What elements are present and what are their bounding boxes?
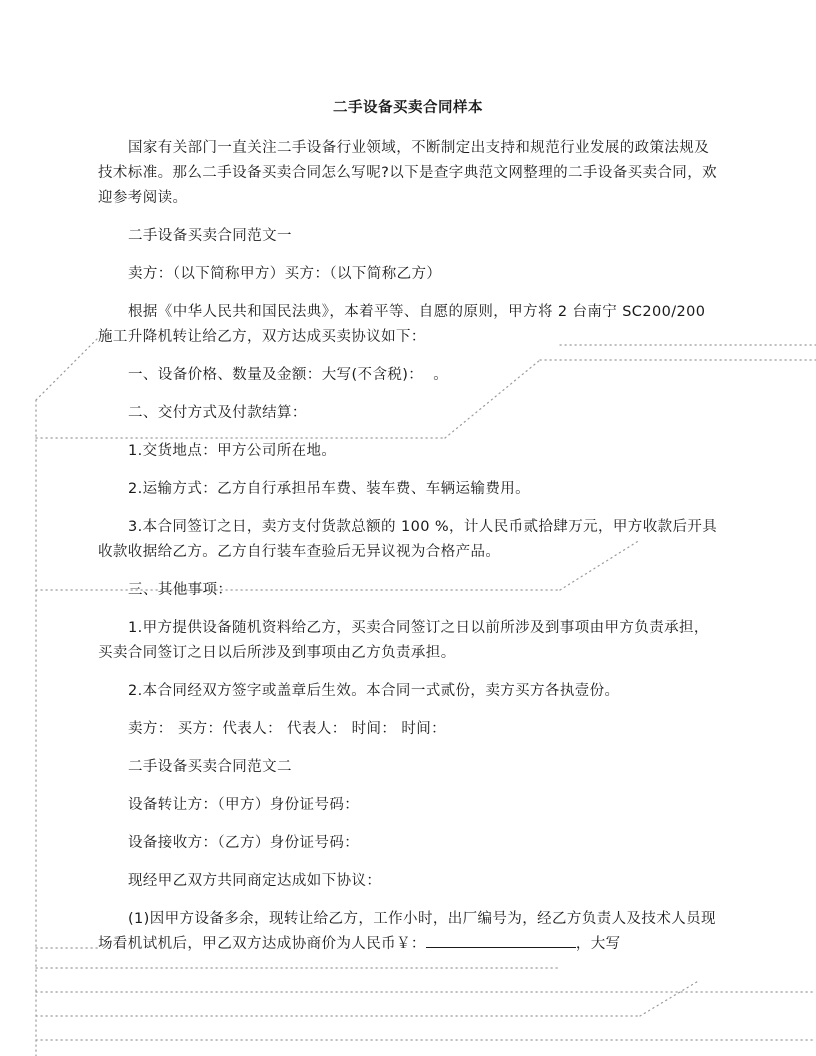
document-title: 二手设备买卖合同样本 xyxy=(333,100,483,116)
clause-delivery-location: 1.交货地点：甲方公司所在地。 xyxy=(128,443,337,459)
signature-line: 卖方： 买方：代表人： 代表人： 时间： 时间： xyxy=(128,721,447,737)
intro-paragraph: 国家有关部门一直关注二手设备行业领域，不断制定出支持和规范行业发展的政策法规及技术标准。那么二手设备买卖合同怎么写呢?以下是查字典范文网整理的二手设备买卖合同，欢迎参考阅读。 xyxy=(98,140,717,206)
clause-transfer-price-tail: ，大写 xyxy=(575,936,621,952)
clause-other-heading: 三、其他事项： xyxy=(128,582,233,598)
clause-transfer-price xyxy=(98,907,718,957)
basis-paragraph: 根据《中华人民共和国民法典》，本着平等、自愿的原则，甲方将 2 台南宁 SC200/200 施工升降机转让给乙方，双方达成买卖协议如下： xyxy=(98,304,711,345)
transferor-line: 设备转让方：（甲方）身份证号码： xyxy=(128,797,360,813)
parties-line: 卖方：（以下简称甲方）买方：（以下简称乙方） xyxy=(128,266,442,282)
heading-sample-one: 二手设备买卖合同范文一 xyxy=(128,228,292,244)
transferee-line: 设备接收方：（乙方）身份证号码： xyxy=(128,835,360,851)
clause-effect: 2.本合同经双方签字或盖章后生效。本合同一式贰份，卖方买方各执壹份。 xyxy=(128,683,620,699)
clause-delivery-heading: 二、交付方式及付款结算： xyxy=(128,405,307,421)
heading-sample-two: 二手设备买卖合同范文二 xyxy=(128,759,292,775)
clause-transfer-price-text: (1)因甲方设备多余，现转让给乙方，工作小时，出厂编号为，经乙方负责人及技术人员现场看机试机后，甲乙双方达成协商价为人民币￥： xyxy=(98,911,716,952)
clause-documents: 1.甲方提供设备随机资料给乙方，买卖合同签订之日以前所涉及到事项由甲方负责承担，买卖合同签订之日以后所涉及到事项由乙方负责承担。 xyxy=(98,620,709,661)
clause-transport: 2.运输方式：乙方自行承担吊车费、装车费、车辆运输费用。 xyxy=(128,481,531,497)
agreement-intro: 现经甲乙双方共同商定达成如下协议： xyxy=(128,873,382,889)
price-blank-line xyxy=(426,933,576,948)
document-page xyxy=(98,96,718,970)
clause-payment: 3.本合同签订之日，卖方支付货款总额的 100 %，计人民币贰拾肆万元，甲方收款后开具收款收据给乙方。乙方自行装车查验后无异议视为合格产品。 xyxy=(98,519,718,560)
clause-price: 一、设备价格、数量及金额：大写(不含税)： 。 xyxy=(128,367,449,383)
